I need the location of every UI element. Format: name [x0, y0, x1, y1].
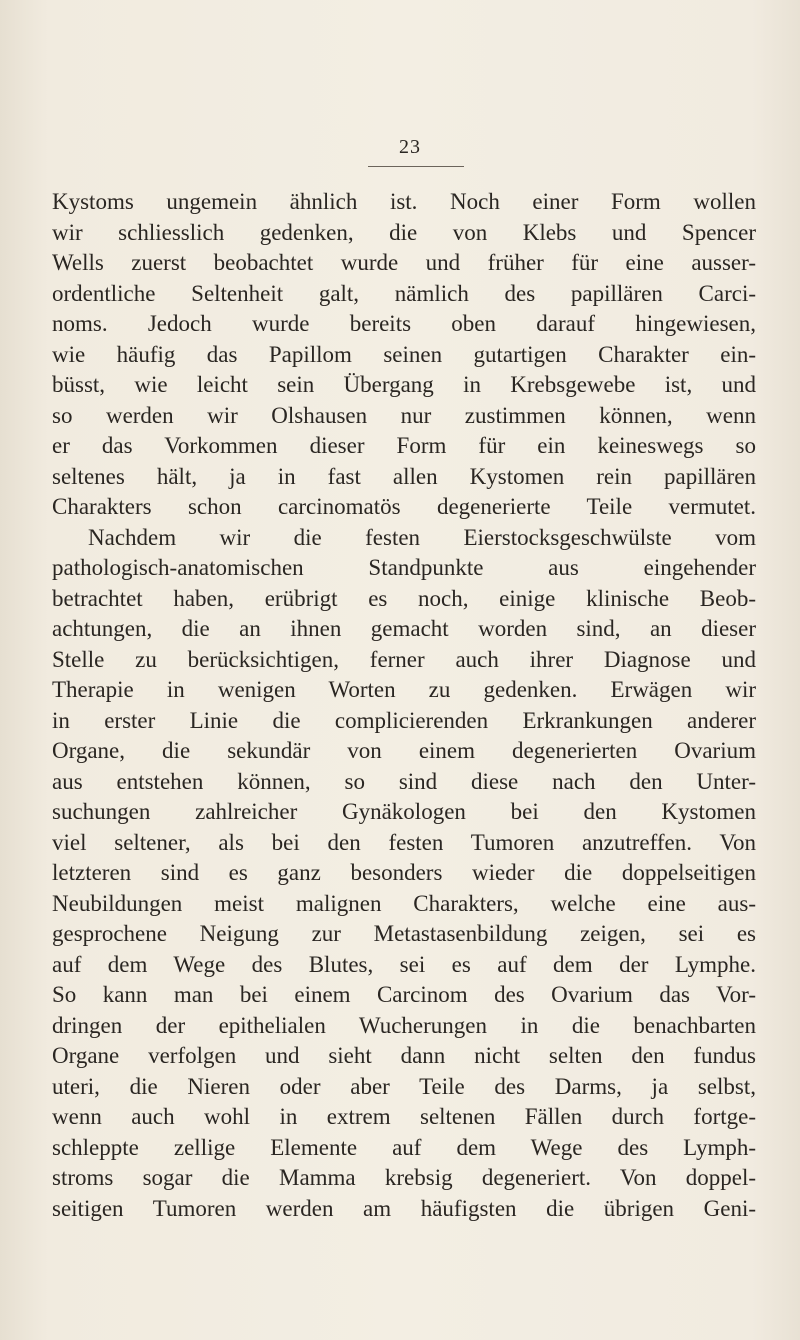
text-line: Organe, die sekundär von einem degenerierten Ovarium — [52, 738, 756, 763]
page-number: 23 — [399, 136, 421, 158]
text-line: Kystoms ungemein ähnlich ist. Noch einer Form wollen — [52, 189, 756, 214]
text-line: suchungen zahlreicher Gynäkologen bei den Kystomen — [52, 799, 756, 824]
text-line: wenn auch wohl in extrem seltenen Fällen durch fortge- — [52, 1104, 756, 1129]
text-line: Organe verfolgen und sieht dann nicht selten den fundus — [52, 1043, 756, 1068]
text-line: schleppte zellige Elemente auf dem Wege des Lymph- — [52, 1134, 756, 1160]
text-line: Nachdem wir die festen Eierstocksgeschwülste vom — [88, 524, 756, 550]
text-line: wir schliesslich gedenken, die von Klebs und Spencer — [52, 219, 756, 245]
text-line: ordentliche Seltenheit galt, nämlich des papillären Carci- — [52, 280, 756, 306]
page-number-rule — [368, 166, 464, 167]
text-line: Stelle zu berücksichtigen, ferner auch ihrer Diagnose und — [52, 646, 756, 672]
text-line: Neubildungen meist malignen Charakters, welche eine aus- — [52, 890, 756, 916]
text-line: aus entstehen können, so sind diese nach den Unter- — [52, 768, 756, 794]
text-line: seltenes hält, ja in fast allen Kystomen rein papillären — [52, 463, 756, 489]
text-line: achtungen, die an ihnen gemacht worden sind, an dieser — [52, 616, 756, 641]
text-line: Charakters schon carcinomatös degenerierte Teile vermutet. — [52, 494, 756, 519]
text-line: viel seltener, als bei den festen Tumoren anzutreffen. Von — [52, 829, 756, 855]
text-line: letzteren sind es ganz besonders wieder die doppelseitigen — [52, 860, 756, 885]
text-line: in erster Linie die complicierenden Erkrankungen anderer — [52, 707, 756, 733]
text-line: pathologisch-anatomischen Standpunkte aus eingehender — [52, 555, 756, 580]
body-text — [52, 187, 756, 1224]
text-line: noms. Jedoch wurde bereits oben darauf hingewiesen, — [52, 311, 756, 336]
text-line: uteri, die Nieren oder aber Teile des Darms, ja selbst, — [52, 1073, 756, 1099]
text-line: so werden wir Olshausen nur zustimmen können, wenn — [52, 402, 756, 428]
text-line: seitigen Tumoren werden am häufigsten die übrigen Geni- — [52, 1195, 756, 1221]
text-line: Therapie in wenigen Worten zu gedenken. Erwägen wir — [52, 677, 756, 702]
text-line: dringen der epithelialen Wucherungen in die benachbarten — [52, 1012, 756, 1038]
text-line: er das Vorkommen dieser Form für ein keineswegs so — [52, 433, 756, 458]
text-line: So kann man bei einem Carcinom des Ovarium das Vor- — [52, 982, 756, 1007]
text-line: stroms sogar die Mamma krebsig degeneriert. Von doppel- — [52, 1165, 756, 1190]
text-line: Wells zuerst beobachtet wurde und früher für eine ausser- — [52, 250, 756, 275]
text-line: auf dem Wege des Blutes, sei es auf dem der Lymphe. — [52, 951, 756, 977]
text-line: büsst, wie leicht sein Übergang in Krebsgewebe ist, und — [52, 372, 756, 397]
text-line: wie häufig das Papillom seinen gutartigen Charakter ein- — [52, 341, 756, 367]
text-line: gesprochene Neigung zur Metastasenbildung zeigen, sei es — [52, 921, 756, 946]
text-line: betrachtet haben, erübrigt es noch, einige klinische Beob- — [52, 585, 756, 611]
